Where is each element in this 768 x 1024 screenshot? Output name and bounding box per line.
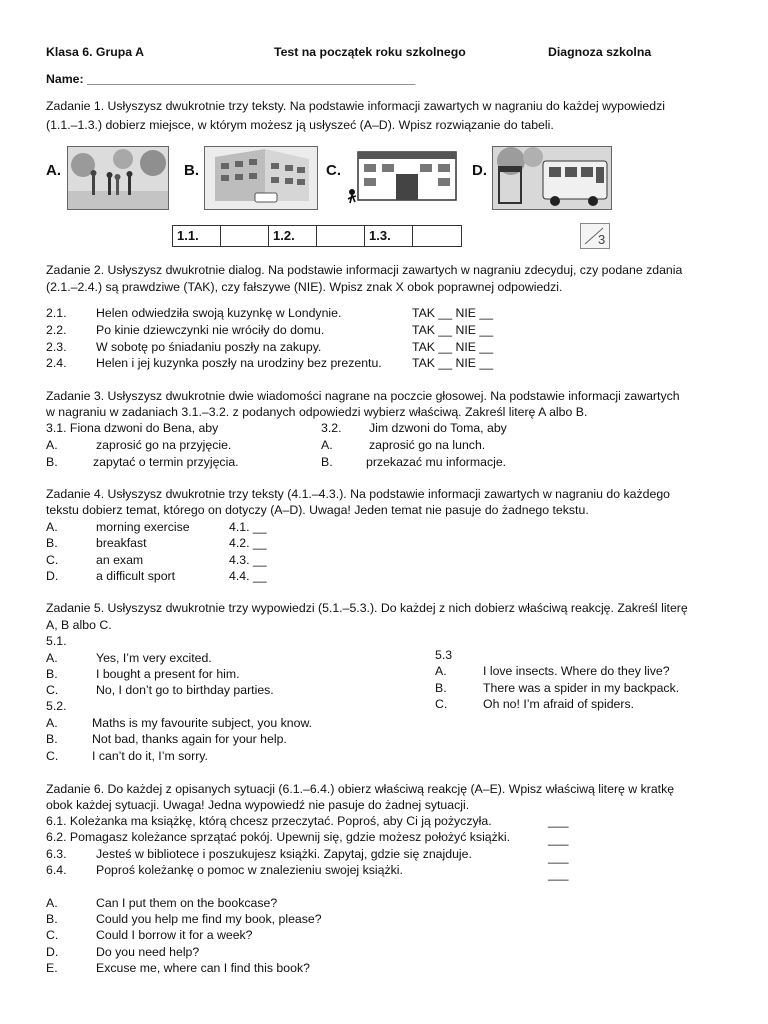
picture-label-d: D. [472,162,487,179]
task5-instruction-line2: A, B albo C. [46,618,112,632]
task5-q2-option-letter[interactable]: C. [46,749,59,763]
task3-q1-option-letter[interactable]: B. [46,455,58,469]
task3-q1-option-letter[interactable]: A. [46,438,58,452]
task1-instruction-line1: Zadanie 1. Usłyszysz dwukrotnie trzy teksty. Na podstawie informacji zawartych w nagraniu do każdej wypowiedzi [46,99,665,113]
answer-label-1-1: 1.1. [173,226,221,246]
task5-q1-option-text: I bought a present for him. [96,667,240,681]
task6-situation-2: 6.2. Pomagasz koleżance sprzątać pokój. Upewnij się, gdzie możesz położyć książki. [46,830,511,844]
task4-answer-slot[interactable]: 4.4. __ [229,569,267,583]
task2-tak-nie-field[interactable]: TAK __ NIE __ [412,340,494,354]
task5-q1-option-letter[interactable]: B. [46,667,58,681]
task5-instruction-line1: Zadanie 5. Usłyszysz dwukrotnie trzy wypowiedzi (5.1.–5.3.). Do każdej z nich dobierz właściwą reakcję. Zakreśl literę [46,601,688,615]
task5-q3-option-text: Oh no! I’m afraid of spiders. [483,697,635,711]
task5-q1-option-letter[interactable]: C. [46,683,59,697]
brand-label: Diagnoza szkolna [548,45,652,59]
task3-instruction-line1: Zadanie 3. Usłyszysz dwukrotnie dwie wiadomości nagrane na poczcie głosowej. Na podstawie informacji zawartych [46,389,680,403]
task5-question-number: 5.3 [435,648,453,662]
task3-q2-option-letter[interactable]: A. [321,438,333,452]
task6-option-text: Do you need help? [96,945,200,959]
test-title: Test na początek roku szkolnego [274,45,466,59]
task6-option-text: Could you help me find my book, please? [96,912,322,926]
park-picture [67,146,169,210]
task6-situation-4-number: 6.4. [46,863,67,877]
task5-q3-option-letter[interactable]: C. [435,697,448,711]
task4-option-letter: B. [46,536,58,550]
task5-q3-option-letter[interactable]: A. [435,664,447,678]
task5-q2-option-text: Not bad, thanks again for your help. [92,732,287,746]
task2-item-number: 2.4. [46,356,67,370]
task6-option-text: Excuse me, where can I find this book? [96,961,310,975]
task4-option-text: a difficult sport [96,569,176,583]
task6-instruction-line1: Zadanie 6. Do każdej z opisanych sytuacji (6.1.–6.4.) obierz właściwą reakcję (A–E). Wpisz właściwą literę w kratkę [46,782,675,796]
task2-tak-nie-field[interactable]: TAK __ NIE __ [412,323,494,337]
answer-cell-1-3[interactable] [413,226,459,246]
task6-answer-blank[interactable]: ___ [548,850,569,864]
task1-answer-table [172,225,462,247]
task6-option-letter: D. [46,945,59,959]
task6-answer-blank[interactable]: ___ [548,832,569,846]
task5-question-number: 5.1. [46,634,67,648]
task6-option-letter: C. [46,928,59,942]
task4-answer-slot[interactable]: 4.1. __ [229,520,267,534]
name-field[interactable]: Name: ________________________________________________ [46,72,416,86]
task2-item-number: 2.1. [46,306,67,320]
task1-score-value: 3 [598,232,606,247]
task4-instruction-line1: Zadanie 4. Usłyszysz dwukrotnie trzy teksty (4.1.–4.3.). Na podstawie informacji zawartych w nagraniu do każdego [46,487,671,501]
school-picture [346,146,460,208]
task4-option-text: an exam [96,553,144,567]
task4-option-letter: C. [46,553,59,567]
task3-q1-option-text: zaprosić go na przyjęcie. [96,438,232,452]
task3-instruction-line2: w nagraniu w zadaniach 3.1.–3.2. z podanych odpowiedzi wybierz właściwą. Zakreśl literę A albo B. [46,405,588,419]
task2-item-text: Helen i jej kuzynka poszły na urodziny bez prezentu. [96,356,382,370]
task6-answer-blank[interactable]: ___ [548,867,569,881]
task2-item-number: 2.2. [46,323,67,337]
task6-option-text: Can I put them on the bookcase? [96,896,278,910]
task6-option-letter: A. [46,896,58,910]
task2-instruction-line2: (2.1.–2.4.) są prawdziwe (TAK), czy fałszywe (NIE). Wpisz znak X obok poprawnej odpowiedzi. [46,280,563,294]
task2-tak-nie-field[interactable]: TAK __ NIE __ [412,306,494,320]
task5-q2-option-letter[interactable]: B. [46,732,58,746]
hospital-picture [204,146,318,210]
picture-label-a: A. [46,162,61,179]
task2-tak-nie-field[interactable]: TAK __ NIE __ [412,356,494,370]
task2-item-text: Helen odwiedziła swoją kuzynkę w Londynie. [96,306,342,320]
task6-option-letter: E. [46,961,58,975]
task3-question-2-number: 3.2. [321,421,342,435]
task4-option-text: breakfast [96,536,147,550]
bus-stop-picture [492,146,612,210]
task5-q2-option-text: I can’t do it, I’m sorry. [92,749,208,763]
task5-q3-option-letter[interactable]: B. [435,681,447,695]
picture-label-c: C. [326,162,341,179]
class-group-heading: Klasa 6. Grupa A [46,45,144,59]
task2-item-text: Po kinie dziewczynki nie wróciły do domu. [96,323,325,337]
task3-q1-option-text: zapytać o termin przyjęcia. [93,455,239,469]
answer-label-1-2: 1.2. [269,226,317,246]
task5-question-number: 5.2. [46,699,67,713]
task6-option-letter: B. [46,912,58,926]
task5-q3-option-text: I love insects. Where do they live? [483,664,670,678]
task6-answer-blank[interactable]: ___ [548,814,569,828]
task4-option-letter: A. [46,520,58,534]
task4-instruction-line2: tekstu dobierz temat, którego on dotyczy (A–D). Uwaga! Jeden temat nie pasuje do żadnego tekstu. [46,503,589,517]
answer-cell-1-1[interactable] [221,226,269,246]
task6-option-text: Could I borrow it for a week? [96,928,253,942]
task6-situation-1: 6.1. Koleżanka ma książkę, którą chcesz przeczytać. Poproś, aby Ci ją pożyczyła. [46,814,492,828]
answer-label-1-3: 1.3. [365,226,413,246]
task6-situation-3-number: 6.3. [46,847,67,861]
task3-question-1: 3.1. Fiona dzwoni do Bena, aby [46,421,219,435]
task2-item-number: 2.3. [46,340,67,354]
task4-answer-slot[interactable]: 4.2. __ [229,536,267,550]
task5-q1-option-letter[interactable]: A. [46,651,58,665]
task5-q1-option-text: No, I don’t go to birthday parties. [96,683,274,697]
task6-instruction-line2: obok każdej sytuacji. Uwaga! Jedna wypowiedź nie pasuje do żadnej sytuacji. [46,798,470,812]
task5-q2-option-letter[interactable]: A. [46,716,58,730]
task6-situation-4: Poproś koleżankę o pomoc w znalezieniu swojej książki. [96,863,403,877]
task3-q2-option-letter[interactable]: B. [321,455,333,469]
task1-score-box [580,223,610,249]
task5-q1-option-text: Yes, I’m very excited. [96,651,212,665]
task4-option-letter: D. [46,569,59,583]
task4-option-text: morning exercise [96,520,190,534]
task4-answer-slot[interactable]: 4.3. __ [229,553,267,567]
task5-q2-option-text: Maths is my favourite subject, you know. [92,716,313,730]
task2-instruction-line1: Zadanie 2. Usłyszysz dwukrotnie dialog. Na podstawie informacji zawartych w nagraniu zdecyduj, czy podane zdania [46,263,683,277]
task6-situation-3: Jesteś w bibliotece i poszukujesz książki. Zapytaj, gdzie się znajduje. [96,847,472,861]
task3-q2-option-text: zaprosić go na lunch. [369,438,486,452]
task5-q3-option-text: There was a spider in my backpack. [483,681,680,695]
picture-label-b: B. [184,162,199,179]
task3-question-2: Jim dzwoni do Toma, aby [369,421,507,435]
task1-instruction-line2: (1.1.–1.3.) dobierz miejsce, w którym możesz ją usłyszeć (A–D). Wpisz rozwiązanie do tabeli. [46,118,554,132]
task2-item-text: W sobotę po śniadaniu poszły na zakupy. [96,340,322,354]
answer-cell-1-2[interactable] [317,226,365,246]
task3-q2-option-text: przekazać mu informacje. [366,455,507,469]
